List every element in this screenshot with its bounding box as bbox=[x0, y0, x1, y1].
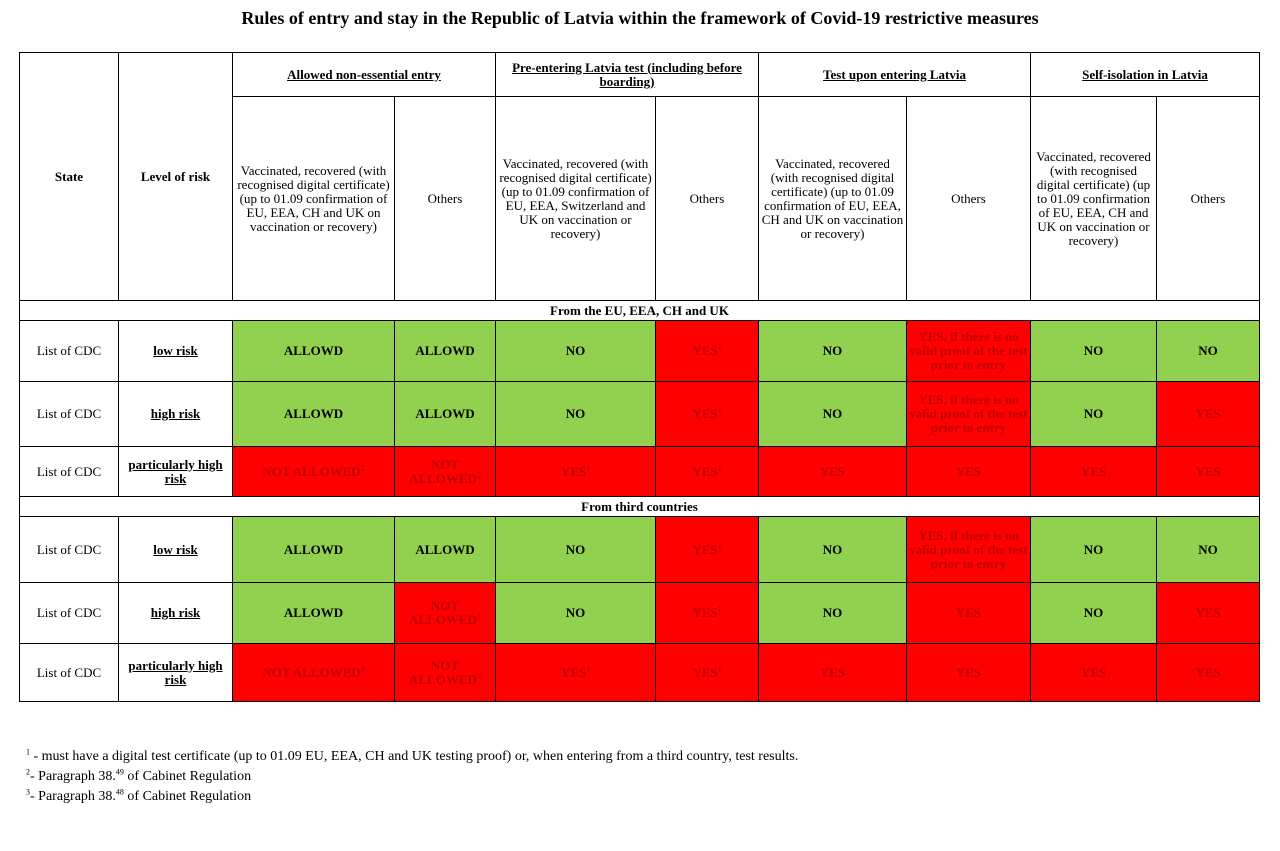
rule-cell-red: YES$^1$ bbox=[656, 382, 759, 447]
rule-cell-red: YES$^1$ bbox=[656, 447, 759, 497]
rule-cell-green: NO bbox=[1157, 321, 1260, 382]
rule-cell-green: NO bbox=[759, 382, 907, 447]
level-of-risk-header: Level of risk bbox=[119, 53, 233, 301]
rule-cell-red: YES bbox=[1031, 644, 1157, 702]
state-cell: List of CDC bbox=[20, 583, 119, 644]
rule-cell-red: YES bbox=[1157, 382, 1260, 447]
section-title: From the EU, EEA, CH and UK bbox=[20, 301, 1260, 321]
state-cell: List of CDC bbox=[20, 644, 119, 702]
rule-cell-red: NOT ALLOWED$^2$ bbox=[233, 447, 395, 497]
risk-level-cell: high risk bbox=[119, 583, 233, 644]
state-cell: List of CDC bbox=[20, 321, 119, 382]
risk-level-cell: high risk bbox=[119, 382, 233, 447]
state-cell: List of CDC bbox=[20, 447, 119, 497]
rule-cell-red: YES bbox=[907, 644, 1031, 702]
rule-cell-green: NO bbox=[1157, 517, 1260, 583]
rule-cell-red: YES bbox=[1157, 644, 1260, 702]
rule-cell-red: NOT ALLOWED$^3$ bbox=[395, 644, 496, 702]
risk-level-cell: low risk bbox=[119, 321, 233, 382]
rule-cell-green: NO bbox=[1031, 321, 1157, 382]
rule-cell-green: ALLOWD bbox=[395, 321, 496, 382]
rule-cell-green: ALLOWD bbox=[233, 517, 395, 583]
rule-cell-green: NO bbox=[759, 321, 907, 382]
table-row bbox=[20, 644, 1260, 702]
rule-cell-red: YES, if there is no valid proof of the test prior to entry bbox=[907, 382, 1031, 447]
table-row bbox=[20, 517, 1260, 583]
footnote-1: $^1$ - must have a digital test certificate (up to 01.09 EU, EEA, CH and UK testing proof) or, when entering from a third country, test results. bbox=[26, 747, 799, 764]
state-cell: List of CDC bbox=[20, 517, 119, 583]
rule-cell-red: YES$^1$ bbox=[656, 321, 759, 382]
rule-cell-green: NO bbox=[496, 321, 656, 382]
subheader-others: Others bbox=[907, 97, 1031, 301]
subheader-vaccinated: Vaccinated, recovered (with recognised digital certificate) (up to 01.09 confirmation of EU, EEA, CH and UK on vaccination or recovery) bbox=[759, 97, 907, 301]
rule-cell-red: YES bbox=[907, 447, 1031, 497]
rule-cell-red: YES bbox=[1031, 447, 1157, 497]
section-row bbox=[20, 301, 1260, 321]
rule-cell-green: NO bbox=[1031, 517, 1157, 583]
page-title: Rules of entry and stay in the Republic of Latvia within the framework of Covid-19 restrictive measures bbox=[241, 8, 1039, 28]
rule-cell-red: NOT ALLOWED$^3$ bbox=[395, 583, 496, 644]
rule-cell-red: YES$^1$ bbox=[656, 644, 759, 702]
subheader-vaccinated: Vaccinated, recovered (with recognised digital certificate) (up to 01.09 confirmation of EU, EEA, Switzerland and UK on vaccination or recovery) bbox=[496, 97, 656, 301]
subheader-others: Others bbox=[656, 97, 759, 301]
rule-cell-green: ALLOWD bbox=[233, 583, 395, 644]
rule-cell-green: NO bbox=[496, 382, 656, 447]
rule-cell-red: YES$^1$ bbox=[656, 583, 759, 644]
rule-cell-red: YES$^1$ bbox=[656, 517, 759, 583]
subheader-others: Others bbox=[395, 97, 496, 301]
entry-rules-table bbox=[19, 52, 1260, 702]
subheader-vaccinated: Vaccinated, recovered (with recognised digital certificate) (up to 01.09 confirmation of EU, EEA, CH and UK on vaccination or recovery) bbox=[1031, 97, 1157, 301]
risk-level-cell: particularly high risk bbox=[119, 644, 233, 702]
rule-cell-green: NO bbox=[759, 583, 907, 644]
rule-cell-red: YES bbox=[759, 644, 907, 702]
rule-cell-green: NO bbox=[496, 583, 656, 644]
subheader-others: Others bbox=[1157, 97, 1260, 301]
rule-cell-red: YES$^1$ bbox=[496, 644, 656, 702]
rule-cell-red: YES bbox=[759, 447, 907, 497]
rule-cell-red: NOT ALLOWED$^2$ bbox=[395, 447, 496, 497]
rule-cell-green: NO bbox=[1031, 583, 1157, 644]
rule-cell-green: NO bbox=[1031, 382, 1157, 447]
table-row bbox=[20, 321, 1260, 382]
section-row bbox=[20, 497, 1260, 517]
rule-cell-red: NOT ALLOWED$^3$ bbox=[233, 644, 395, 702]
rule-cell-green: NO bbox=[759, 517, 907, 583]
rule-cell-green: ALLOWD bbox=[395, 517, 496, 583]
subheader-vaccinated: Vaccinated, recovered (with recognised digital certificate) (up to 01.09 confirmation of EU, EEA, CH and UK on vaccination or recovery) bbox=[233, 97, 395, 301]
table-row bbox=[20, 583, 1260, 644]
rule-cell-red: YES bbox=[1157, 447, 1260, 497]
state-header: State bbox=[20, 53, 119, 301]
rule-cell-red: YES bbox=[1157, 583, 1260, 644]
group-header-self-isolation: Self-isolation in Latvia bbox=[1031, 53, 1260, 97]
rule-cell-red: YES$^1$ bbox=[496, 447, 656, 497]
risk-level-cell: low risk bbox=[119, 517, 233, 583]
table-row bbox=[20, 382, 1260, 447]
section-title: From third countries bbox=[20, 497, 1260, 517]
table-row bbox=[20, 447, 1260, 497]
group-header-test-upon-entry: Test upon entering Latvia bbox=[759, 53, 1031, 97]
rule-cell-red: YES bbox=[907, 583, 1031, 644]
rule-cell-green: NO bbox=[496, 517, 656, 583]
footnotes bbox=[26, 747, 798, 807]
rule-cell-green: ALLOWD bbox=[395, 382, 496, 447]
state-cell: List of CDC bbox=[20, 382, 119, 447]
risk-level-cell: particularly high risk bbox=[119, 447, 233, 497]
footnote-3: $^3$- Paragraph 38.48 of Cabinet Regulation bbox=[26, 787, 252, 804]
group-header-allowed-entry: Allowed non-essential entry bbox=[233, 53, 496, 97]
rule-cell-red: YES, if there is no valid proof of the test prior to entry bbox=[907, 321, 1031, 382]
rule-cell-green: ALLOWD bbox=[233, 321, 395, 382]
group-header-pre-entry-test: Pre-entering Latvia test (including before boarding) bbox=[496, 53, 759, 97]
rule-cell-red: YES, if there is no valid proof of the test prior to entry bbox=[907, 517, 1031, 583]
rule-cell-green: ALLOWD bbox=[233, 382, 395, 447]
footnote-2: $^2$- Paragraph 38.49 of Cabinet Regulation bbox=[26, 767, 252, 784]
